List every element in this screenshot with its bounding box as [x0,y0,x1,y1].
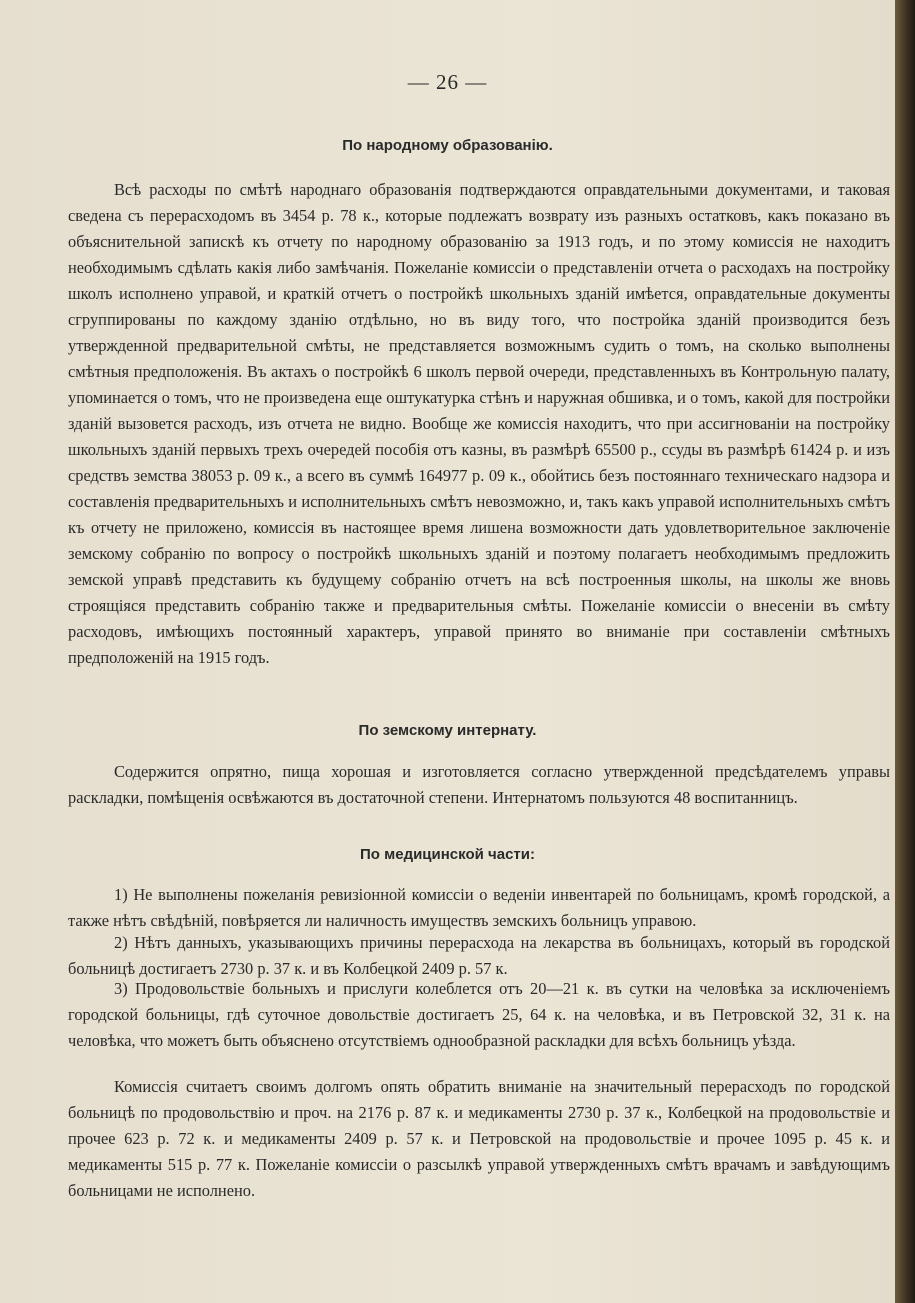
section-heading-education: По народному образованію. [342,137,553,154]
paragraph-medical-2: 2) Нѣтъ данныхъ, указывающихъ причины перерасхода на лекарства въ больницахъ, который въ городской больницѣ достигаетъ 2730 р. 37 к. и въ Колбецкой 2409 р. 57 к. [68,933,890,978]
paragraph-education: Всѣ расходы по смѣтѣ народнаго образованія подтверждаются оправдательными документами, и таковая сведена съ перерасходомъ въ 3454 р. 78 к., которые подлежатъ возврату изъ разныхъ остатковъ, какъ показано въ объяснительной запискѣ къ отчету по народному образованію за 1913 годъ, и по этому комиссія не находитъ необходимымъ сдѣлать какія либо замѣчанія. Пожеланіе комиссіи о представленіи отчета о расходахъ на постройку школъ исполнено управой, и краткій отчетъ о постройкѣ школьныхъ зданій имѣется, оправдательные документы сгруппированы по каждому зданію отдѣльно, но въ виду того, что постройка зданій производится безъ утвержденной предварительной смѣты, не представляется возможнымъ судить о томъ, на сколько выполнены смѣтныя предположенія. Въ актахъ о постройкѣ 6 школъ первой очереди, представленныхъ въ Контрольную палату, упоминается о томъ, что не произведена еще оштукатурка стѣнъ и наружная обшивка, и о томъ, какой для постройки зданій вызовется расходъ, изъ отчета не видно. Вообще же комиссія находитъ, что при ассигнованіи на постройку школьныхъ зданій первыхъ трехъ очередей пособія отъ казны, въ размѣрѣ 65500 р., ссуды въ размѣрѣ 61424 р. и изъ средствъ земства 38053 р. 09 к., а всего въ суммѣ 164977 р. 09 к., обойтись безъ постояннаго техническаго надзора и составленія предварительныхъ и исполнительныхъ смѣтъ невозможно, и, такъ какъ управой исполнительныхъ смѣтъ къ отчету не приложено, комиссія въ настоящее время лишена возможности дать удовлетворительное заключеніе земскому собранію по вопросу о постройкѣ школьныхъ зданій и поэтому полагаетъ необходимымъ предложить земской управѣ представить къ будущему собранію отчетъ на всѣ построенныя школы, на школы же вновь строящіяся представить собранію также и предварительныя смѣты. Пожеланіе комиссіи о внесеніи въ смѣту расходовъ, имѣющихъ постоянный характеръ, управой принято во вниманіе при составленіи смѣтныхъ предположеній на 1915 годъ. [68,180,890,667]
section-heading-medical: По медицинской части: [360,846,535,863]
paragraph-medical-4: Комиссія считаетъ своимъ долгомъ опять обратить вниманіе на значительный перерасходъ по городской больницѣ по продовольствію и проч. на 2176 р. 87 к. и медикаменты 2730 р. 37 к., Колбецкой на продовольствіе и прочее 623 р. 72 к. и медикаменты 2409 р. 57 к. и Петровской на продовольствіе и прочее 1095 р. 45 к. и медикаменты 515 р. 77 к. Пожеланіе комиссіи о разсылкѣ управой утвержденныхъ смѣтъ врачамъ и завѣдующимъ больницами не исполнено. [68,1077,890,1200]
book-spine-edge [895,0,915,1303]
paragraph-medical-3: 3) Продовольствіе больныхъ и прислуги колеблется отъ 20—21 к. въ сутки на человѣка за исключеніемъ городской больницы, гдѣ суточное довольствіе достигаетъ 25, 64 к. на человѣка, и въ Петровской 32, 31 к. на человѣка, что можетъ быть объяснено отсутствіемъ однообразной раскладки для всѣхъ больницъ уѣзда. [68,979,890,1050]
paragraph-medical-1: 1) Не выполнены пожеланія ревизіонной комиссіи о веденіи инвентарей по больницамъ, кромѣ городской, а также нѣтъ свѣдѣній, повѣряется ли наличность имуществъ земскихъ больницъ управою. [68,885,890,930]
paragraph-boarding-school: Содержится опрятно, пища хорошая и изготовляется согласно утвержденной предсѣдателемъ управы раскладки, помѣщенія освѣжаются въ достаточной степени. Интернатомъ пользуются 48 воспитанницъ. [68,762,890,807]
page-number: — 26 — [407,70,488,94]
section-heading-boarding-school: По земскому интернату. [358,722,537,739]
